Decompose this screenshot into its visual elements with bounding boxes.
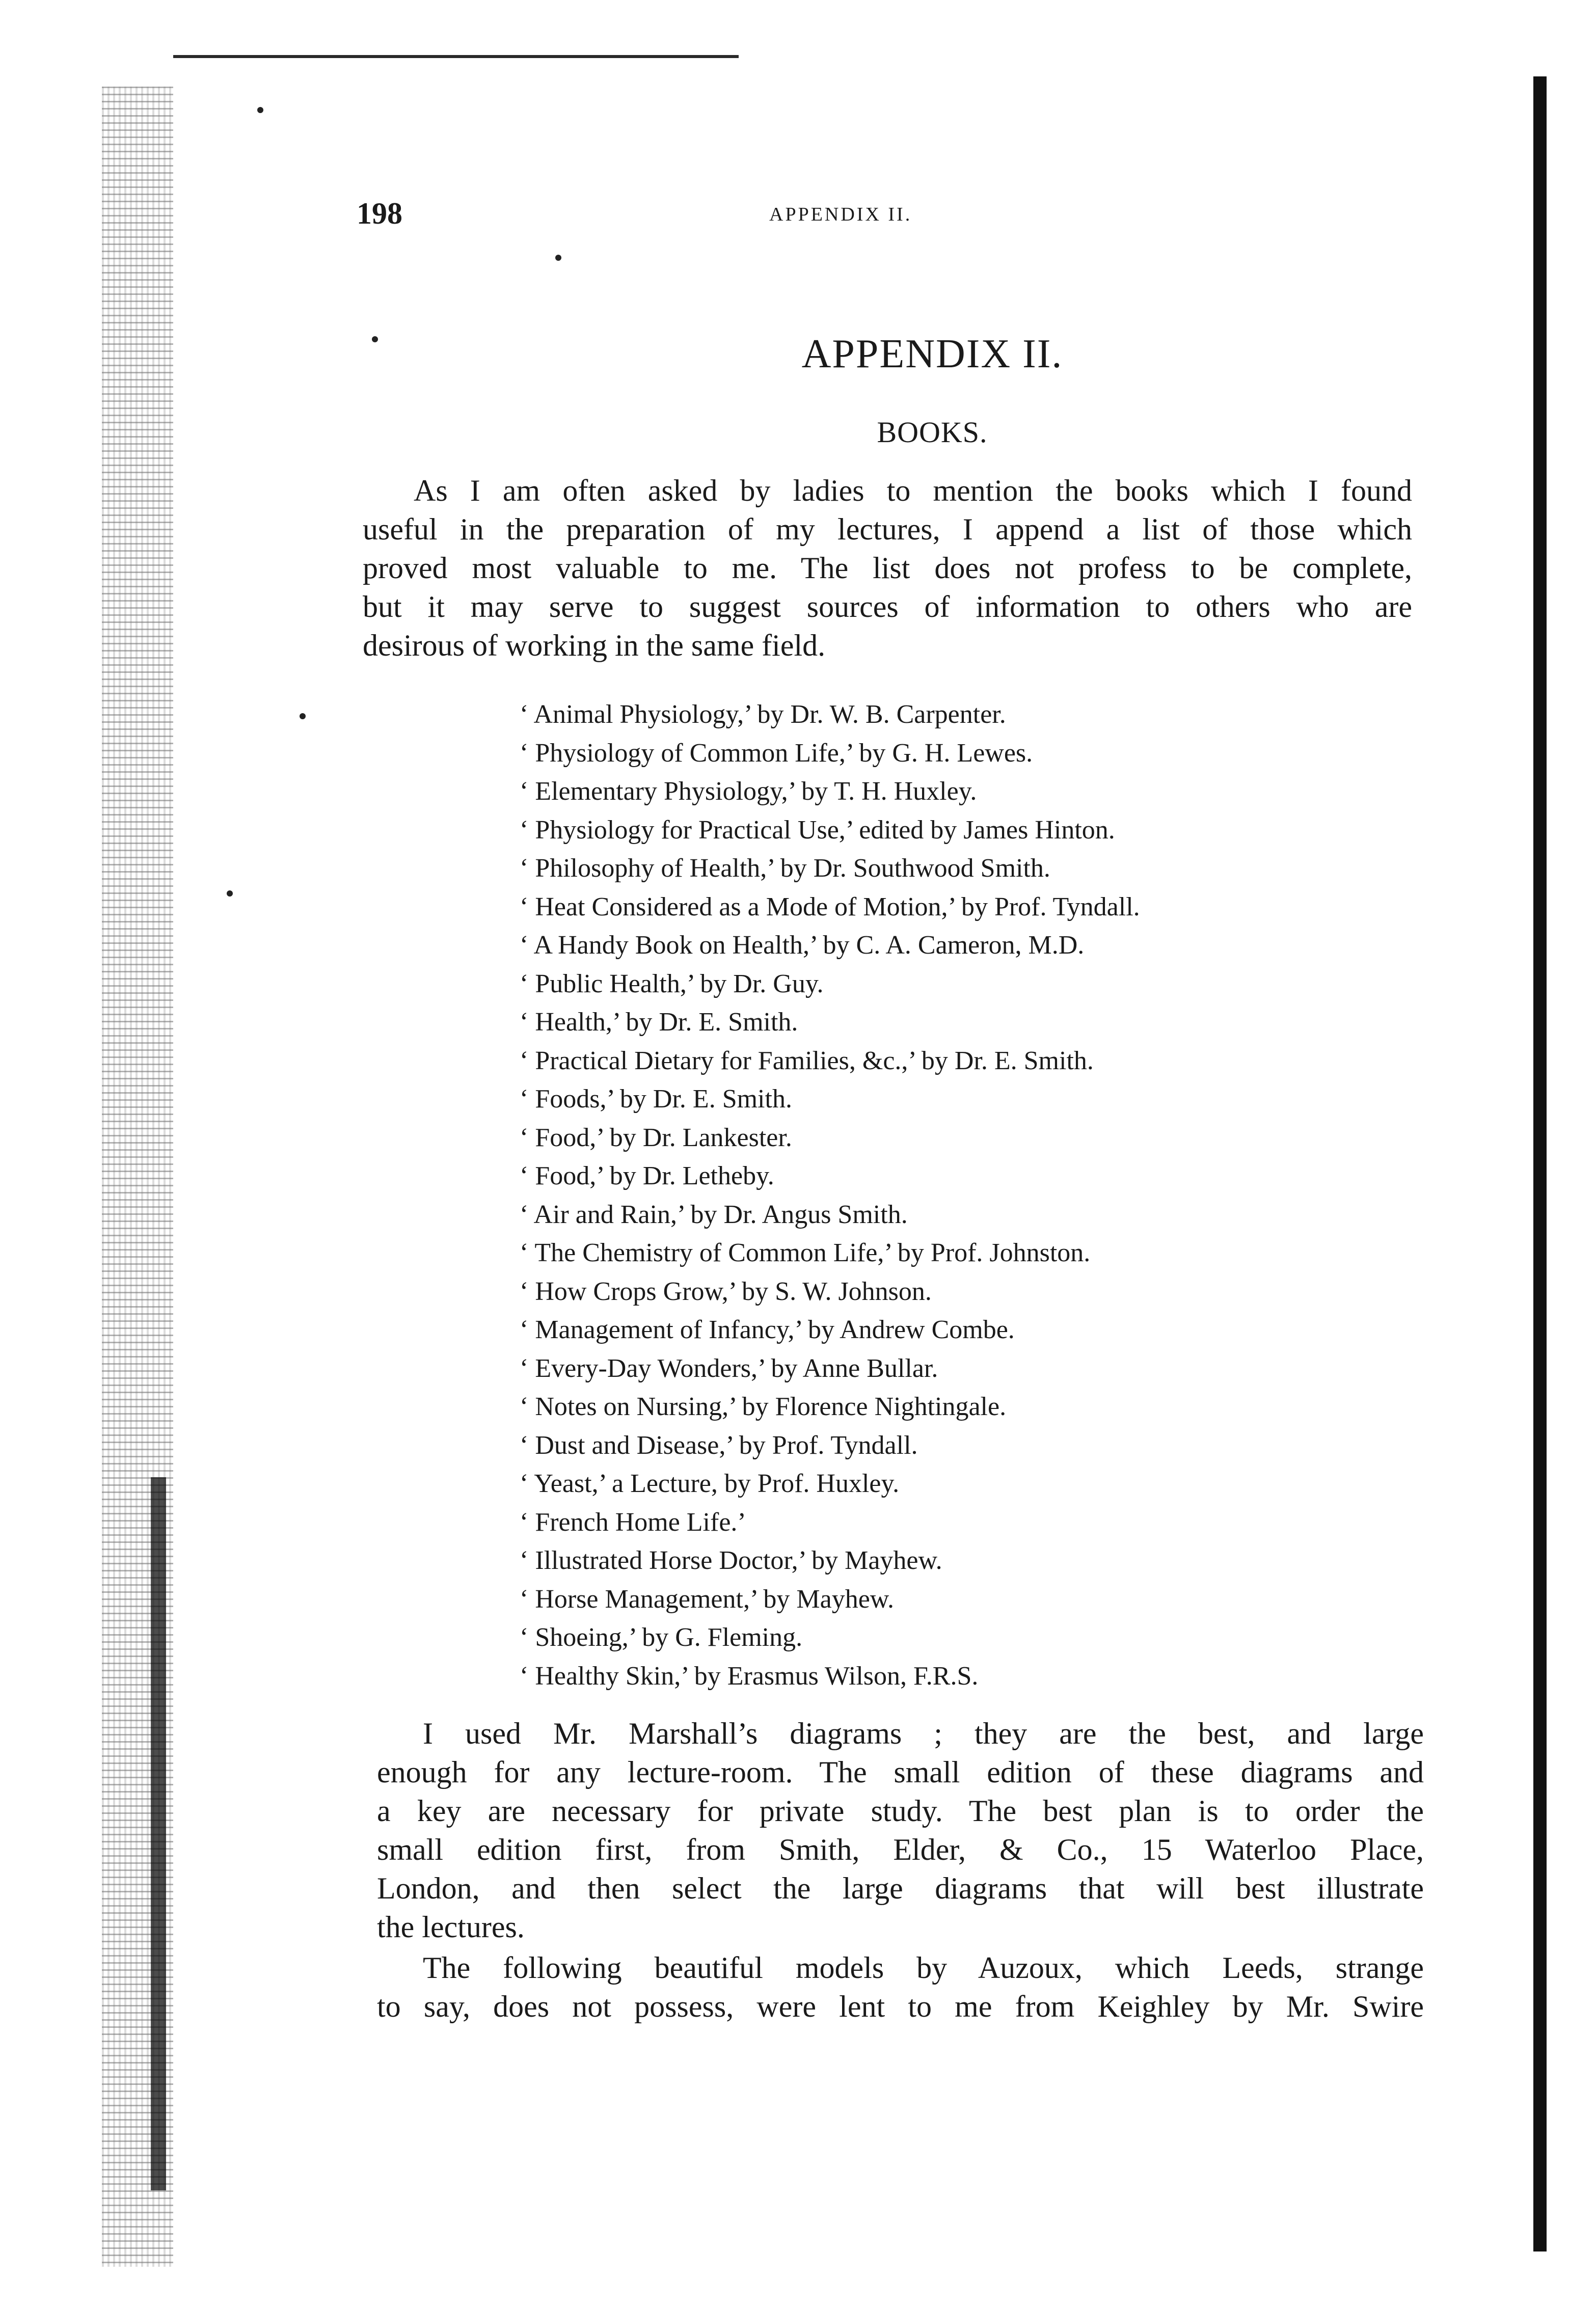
book-item: ‘ Management of Infancy,’ by Andrew Combe. xyxy=(520,1315,1015,1344)
paragraph-line: but it may serve to suggest sources of information to others who are xyxy=(363,590,1412,623)
scan-speck xyxy=(257,107,263,113)
intro-paragraph xyxy=(363,471,1412,665)
book-item: ‘ Every-Day Wonders,’ by Anne Bullar. xyxy=(520,1353,938,1383)
book-item: ‘ A Handy Book on Health,’ by C. A. Cameron, M.D. xyxy=(520,931,1085,960)
book-item: ‘ Animal Physiology,’ by Dr. W. B. Carpenter. xyxy=(520,700,1006,729)
book-item: ‘ How Crops Grow,’ by S. W. Johnson. xyxy=(520,1277,932,1306)
paragraph-line: useful in the preparation of my lectures, I append a list of those which xyxy=(363,512,1412,546)
section-title: BOOKS. xyxy=(877,416,988,449)
scan-speck xyxy=(555,255,561,261)
scan-binding-shadow xyxy=(151,1477,166,2190)
paragraph-line: proved most valuable to me. The list does not profess to be complete, xyxy=(363,551,1412,585)
paragraph-line: a key are necessary for private study. The best plan is to order the xyxy=(377,1794,1424,1828)
book-item: ‘ Elementary Physiology,’ by T. H. Huxley. xyxy=(520,777,977,806)
book-item: ‘ Dust and Disease,’ by Prof. Tyndall. xyxy=(520,1430,918,1460)
paragraph-line: I used Mr. Marshall’s diagrams ; they are the best, and large xyxy=(423,1717,1424,1750)
book-item: ‘ Shoeing,’ by G. Fleming. xyxy=(520,1623,803,1652)
book-item: ‘ Notes on Nursing,’ by Florence Nightingale. xyxy=(520,1392,1007,1421)
paragraph-line: The following beautiful models by Auzoux, which Leeds, strange xyxy=(423,1951,1424,1985)
paragraph-line: As I am often asked by ladies to mention the books which I found xyxy=(414,474,1412,507)
paragraph-line: enough for any lecture-room. The small edition of these diagrams and xyxy=(377,1755,1424,1789)
book-item: ‘ Practical Dietary for Families, &c.,’ by Dr. E. Smith. xyxy=(520,1046,1094,1075)
book-item: ‘ Philosophy of Health,’ by Dr. Southwood Smith. xyxy=(520,854,1050,883)
scan-edge-line xyxy=(173,55,739,58)
book-item: ‘ Physiology of Common Life,’ by G. H. Lewes. xyxy=(520,738,1033,768)
scan-edge-bar xyxy=(1533,76,1547,2251)
appendix-title: APPENDIX II. xyxy=(801,332,1063,376)
book-item: ‘ Physiology for Practical Use,’ edited by James Hinton. xyxy=(520,815,1115,845)
book-item: ‘ Healthy Skin,’ by Erasmus Wilson, F.R.S. xyxy=(520,1661,979,1691)
book-list xyxy=(520,695,1140,1695)
page-number: 198 xyxy=(357,197,402,230)
book-item: ‘ Food,’ by Dr. Lankester. xyxy=(520,1123,792,1152)
models-paragraph xyxy=(377,1948,1424,2026)
book-item: ‘ Illustrated Horse Doctor,’ by Mayhew. xyxy=(520,1546,942,1575)
scan-speck xyxy=(300,713,306,719)
paragraph-line: small edition first, from Smith, Elder, & Co., 15 Waterloo Place, xyxy=(377,1833,1424,1866)
book-item: ‘ Air and Rain,’ by Dr. Angus Smith. xyxy=(520,1200,908,1229)
book-item: ‘ Health,’ by Dr. E. Smith. xyxy=(520,1008,798,1037)
diagrams-paragraph xyxy=(377,1714,1424,1946)
book-item: ‘ Horse Management,’ by Mayhew. xyxy=(520,1584,894,1614)
running-head xyxy=(357,196,1324,232)
book-item: ‘ Yeast,’ a Lecture, by Prof. Huxley. xyxy=(520,1469,900,1498)
book-item: ‘ Foods,’ by Dr. E. Smith. xyxy=(520,1084,792,1114)
paragraph-line: desirous of working in the same field. xyxy=(363,629,826,662)
book-item: ‘ Food,’ by Dr. Letheby. xyxy=(520,1161,774,1190)
book-item: ‘ French Home Life.’ xyxy=(520,1507,746,1537)
paragraph-line: London, and then select the large diagrams that will best illustrate xyxy=(377,1871,1424,1905)
book-item: ‘ The Chemistry of Common Life,’ by Prof. Johnston. xyxy=(520,1238,1091,1267)
paragraph-line: the lectures. xyxy=(377,1910,525,1944)
book-item: ‘ Heat Considered as a Mode of Motion,’ by Prof. Tyndall. xyxy=(520,892,1140,921)
scan-speck xyxy=(227,890,233,897)
running-title: APPENDIX II. xyxy=(769,204,912,225)
book-item: ‘ Public Health,’ by Dr. Guy. xyxy=(520,969,824,998)
paragraph-line: to say, does not possess, were lent to me from Keighley by Mr. Swire xyxy=(377,1990,1424,2023)
